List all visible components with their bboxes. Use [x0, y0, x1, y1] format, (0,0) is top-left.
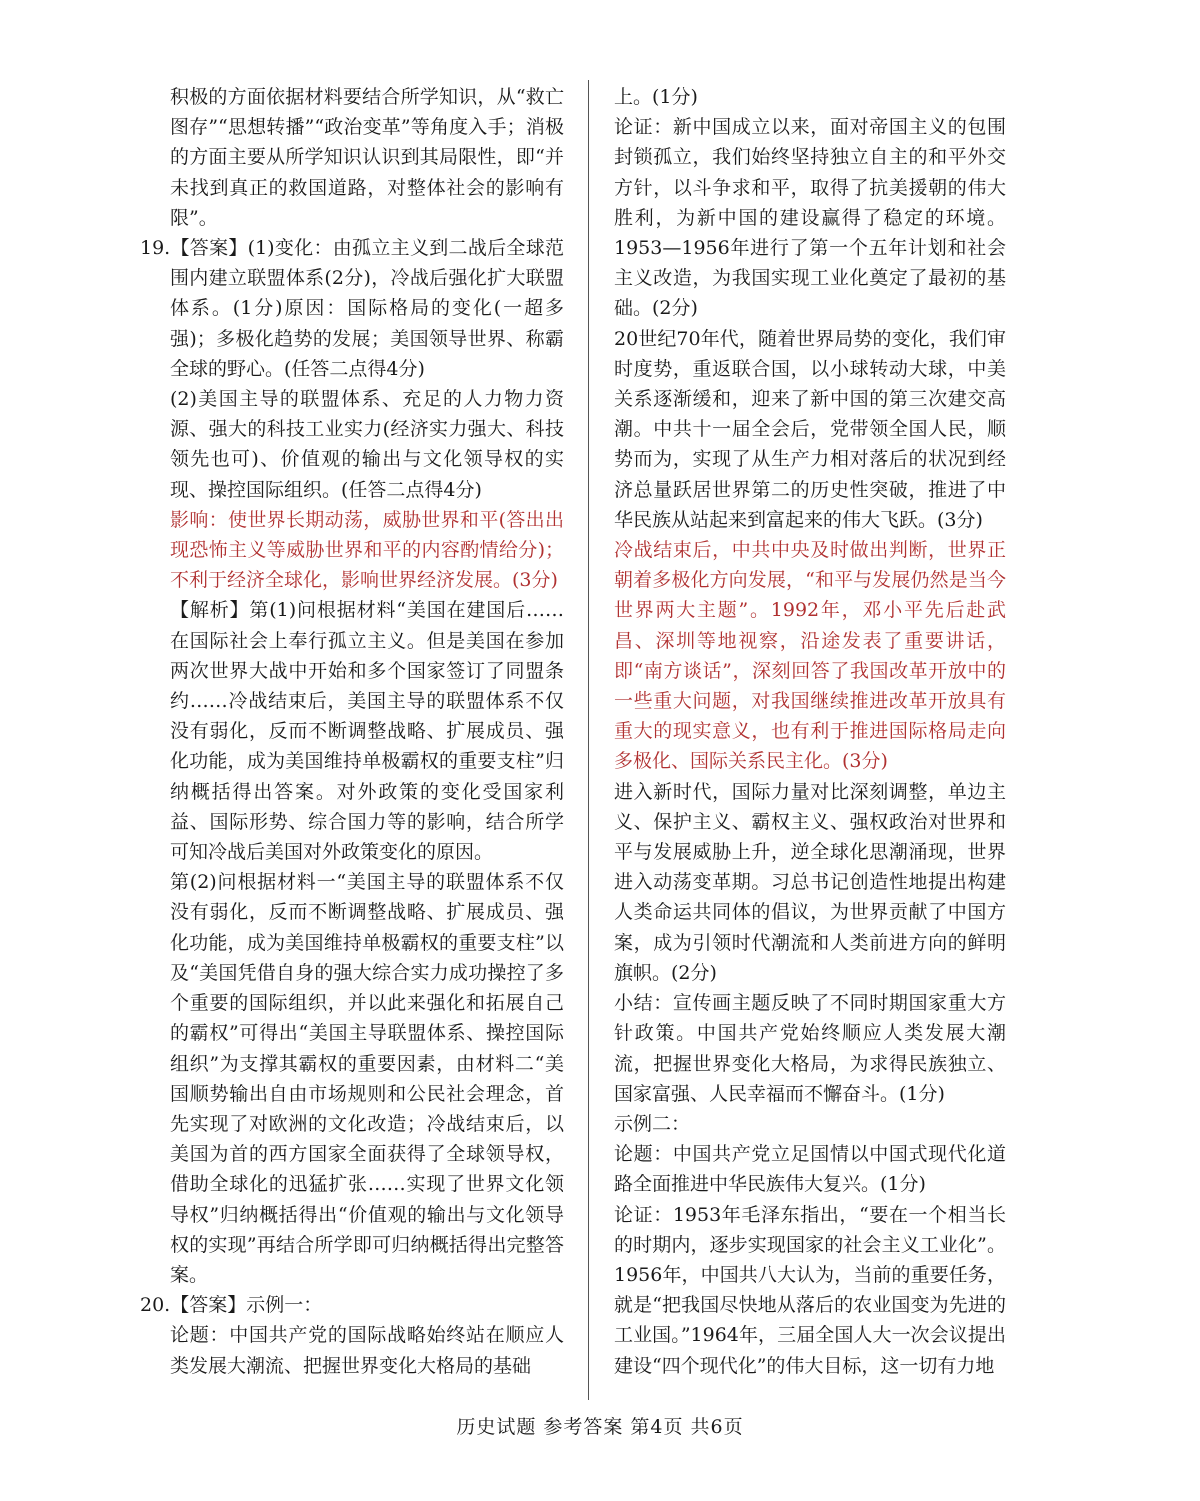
right-para-7: 示例二： — [614, 1112, 691, 1135]
right-para-2: 论证：新中国成立以来，面对帝国主义的包围封锁孤立，我们始终坚持独立自主的和平外交方针，以斗争求和平，取得了抗美援朝的伟大胜利，为新中国的建设赢得了稳定的环境。1953—1956年进行了第一个五年计划和社会主义改造，为我国实现工业化奠定了最初的基础。(2分) — [614, 116, 1006, 320]
left-para-1: 积极的方面依据材料要结合所学知识，从“救亡图存”“思想转播”“政治变革”等角度入手；消极的方面主要从所学知识认识到其局限性，即“并未找到真正的救国道路，对整体社会的影响有限”。 — [170, 86, 564, 229]
right-para-9: 论证：1953年毛泽东指出，“要在一个相当长的时期内，逐步实现国家的社会主义工业化”。1956年，中国共八大认为，当前的重要任务，就是“把我国尽快地从落后的农业国变为先进的工业国。”1964年，三届全国人大一次会议提出建设“四个现代化”的伟大目标，这一切有力地 — [614, 1203, 1006, 1377]
right-para-8: 论题：中国共产党立足国情以中国式现代化道路全面推进中华民族伟大复兴。(1分) — [614, 1143, 1006, 1196]
analysis-19-part2: 第(2)问根据材料一“美国主导的联盟体系不仅没有弱化，反而不断调整战略、扩展成员、强化功能，成为美国维持单极霸权的重要支柱”以及“美国凭借自身的强大综合实力成功操控了多个重要的国际组织，并以此来强化和拓展自己的霸权”可得出“美国主导联盟体系、操控国际组织”为支撑其霸权的重要因素，由材料二“美国顺势输出自由市场规则和公民社会理念，首先实现了对欧洲的文化改造；冷战结束后，以美国为首的西方国家全面获得了全球领导权，借助全球化的迅猛扩张……实现了世界文化领导权”归纳概括得出“价值观的输出与文化领导权的实现”再结合所学即可归纳概括得出完整答案。 — [170, 871, 564, 1286]
column-divider — [588, 80, 589, 1400]
right-para-5: 进入新时代，国际力量对比深刻调整，单边主义、保护主义、霸权主义、强权政治对世界和平与发展威胁上升，逆全球化思潮涌现，世界进入动荡变革期。习总书记创造性地提出构建人类命运共同体的倡议，为世界贡献了中国方案，成为引领时代潮流和人类前进方向的鲜明旗帜。(2分) — [614, 780, 1006, 984]
right-para-3: 20世纪70年代，随着世界局势的变化，我们审时度势，重返联合国，以小球转动大球，中美关系逐渐缓和，迎来了新中国的第三次建交高潮。中共十一届全会后，党带领全国人民，顺势而为，实现了从生产力相对落后的状况到经济总量跃居世界第二的历史性突破，推进了中华民族从站起来到富起来的伟大飞跃。(3分) — [614, 327, 1006, 531]
answer-19-part1: 19.【答案】(1)变化：由孤立主义到二战后全球范围内建立联盟体系(2分)，冷战后强化扩大联盟体系。(1分)原因：国际格局的变化(一超多强)；多极化趋势的发展；美国领导世界、称霸全球的野心。(任答二点得4分) — [140, 237, 564, 380]
page-footer: 历史试题 参考答案 第4页 共6页 — [456, 1416, 744, 1438]
right-para-6: 小结：宣传画主题反映了不同时期国家重大方针政策。中国共产党始终顺应人类发展大潮流，把握世界变化大格局，为求得民族独立、国家富强、人民幸福而不懈奋斗。(1分) — [614, 992, 1006, 1105]
answer-20-thesis: 论题：中国共产党的国际战略始终站在顺应人类发展大潮流、把握世界变化大格局的基础 — [170, 1324, 564, 1377]
left-column — [140, 82, 564, 1381]
right-column — [614, 82, 1006, 1381]
right-para-4: 冷战结束后，中共中央及时做出判断，世界正朝着多极化方向发展，“和平与发展仍然是当今世界两大主题”。1992年，邓小平先后赴武昌、深圳等地视察，沿途发表了重要讲话，即“南方谈话”，深刻回答了我国改革开放中的一些重大问题，对我国继续推进改革开放具有重大的现实意义，也有利于推进国际格局走向多极化、国际关系民主化。(3分) — [614, 539, 1006, 773]
right-para-1: 上。(1分) — [614, 86, 698, 108]
answer-20-heading: 20.【答案】示例一： — [140, 1294, 323, 1317]
answer-19-part2: (2)美国主导的联盟体系、充足的人力物力资源、强大的科技工业实力(经济实力强大、科技领先也可)、价值观的输出与文化领导权的实现、操控国际组织。(任答二点得4分) — [170, 388, 564, 501]
answer-19-impact: 影响：使世界长期动荡，威胁世界和平(答出出现恐怖主义等威胁世界和平的内容酌情给分)；不利于经济全球化，影响世界经济发展。(3分) — [170, 508, 564, 592]
analysis-19-part1: 【解析】第(1)问根据材料“美国在建国后……在国际社会上奉行孤立主义。但是美国在参加两次世界大战中开始和多个国家签订了同盟条约……冷战结束后，美国主导的联盟体系不仅没有弱化，反而不断调整战略、扩展成员、强化功能，成为美国维持单极霸权的重要支柱”归纳概括得出答案。对外政策的变化受国家利益、国际形势、综合国力等的影响，结合所学可知冷战后美国对外政策变化的原因。 — [170, 599, 564, 864]
